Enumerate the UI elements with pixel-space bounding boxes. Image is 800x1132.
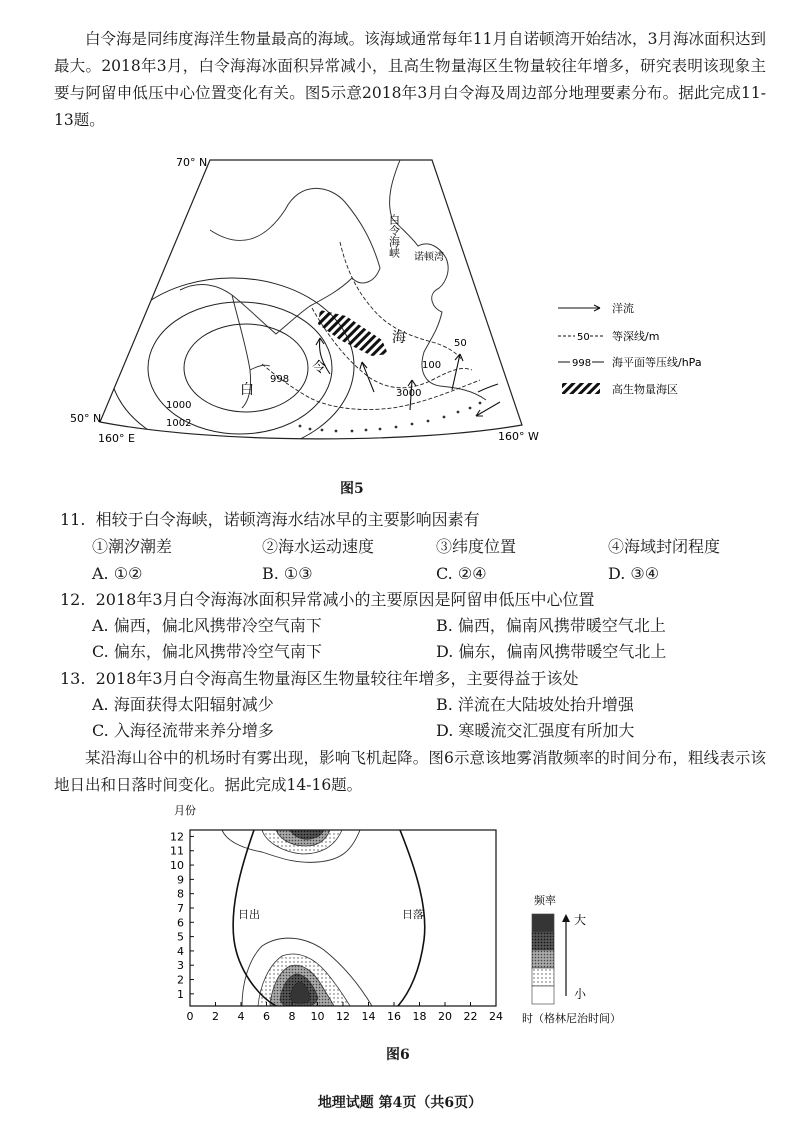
x-tick-label: 4	[237, 1010, 245, 1023]
strait-label: 白令海峡	[387, 214, 401, 258]
y-tick-label: 12	[170, 830, 184, 844]
x-tick-label: 24	[489, 1010, 503, 1023]
legend-high-label: 大	[574, 913, 587, 927]
norton-bay-label: 诺顿湾	[414, 252, 444, 263]
figure-5-caption: 图5	[340, 481, 364, 497]
sea-label-bai: 白	[240, 382, 254, 398]
isobath-3000-label: 3000	[396, 388, 422, 399]
x-tick-label: 0	[186, 1010, 194, 1023]
q12-option-a[interactable]: A. 偏西，偏北风携带冷空气南下	[92, 616, 322, 635]
y-tick-label: 8	[177, 887, 184, 901]
isobar-998-label: 998	[270, 374, 290, 385]
lat-50n-label: 50° N	[70, 412, 102, 425]
y-tick-label: 11	[170, 844, 184, 858]
q11-option-d[interactable]: D. ③④	[608, 564, 660, 583]
legend-swatch-dark	[532, 932, 554, 950]
x-axis-title: 时（格林尼治时间）	[522, 1012, 621, 1025]
y-tick-label: 2	[177, 973, 184, 987]
figure-5-map	[0, 140, 800, 470]
x-tick-label: 16	[387, 1010, 401, 1023]
lat-70n-label: 70° N	[176, 156, 208, 169]
q11-option-b[interactable]: B. ①③	[262, 564, 313, 583]
isobath-50-label: 50	[454, 338, 467, 349]
q13-option-a[interactable]: A. 海面获得太阳辐射减少	[92, 695, 274, 714]
q11-option-c[interactable]: C. ②④	[436, 564, 487, 583]
isobar-1000-label: 1000	[166, 400, 192, 411]
question-13-stem: 13. 2018年3月白令海高生物量海区生物量较往年增多，主要得益于该处	[60, 669, 579, 688]
legend-swatch-dots	[532, 968, 554, 986]
q11-option-a[interactable]: A. ①②	[92, 564, 143, 583]
y-tick-label: 6	[177, 916, 184, 930]
legend-current-label: 洋流	[612, 302, 634, 315]
x-tick-label: 2	[212, 1010, 219, 1023]
sunrise-label: 日出	[238, 908, 260, 921]
y-tick-label: 7	[177, 901, 184, 915]
figure-6-caption: 图6	[386, 1047, 410, 1063]
legend-isobath-sample: 50	[577, 332, 590, 343]
q13-option-d[interactable]: D. 寒暖流交汇强度有所加大	[436, 721, 635, 740]
legend-high-biomass-label: 高生物量海区	[612, 383, 678, 396]
legend-low-label: 小	[574, 987, 587, 1001]
x-tick-label: 12	[336, 1010, 350, 1023]
isobath-100-label: 100	[422, 360, 442, 371]
legend-isobath-label: 等深线/m	[612, 330, 660, 343]
x-tick-label: 10	[310, 1010, 325, 1023]
q12-option-c[interactable]: C. 偏东，偏北风携带冷空气南下	[92, 642, 322, 661]
x-tick-label: 22	[463, 1010, 478, 1023]
x-tick-label: 6	[263, 1010, 270, 1023]
sea-label-hai: 海	[392, 330, 406, 346]
q12-option-d[interactable]: D. 偏东，偏南风携带暖空气北上	[436, 642, 667, 661]
intro-paragraph-1: 白令海是同纬度海洋生物量最高的海域。该海域通常每年11月自诺顿湾开始结冰，3月海冰面积达到最大。2018年3月，白令海海冰面积异常减小，且高生物量海区生物量较往年增多，研究表明该现象主要与阿留申低压中心位置变化有关。图5示意2018年3月白令海及周边部分地理要素分布。据此完成11-13题。	[54, 30, 766, 129]
isobar-1002-label: 1002	[166, 418, 192, 429]
question-12-stem: 12. 2018年3月白令海海冰面积异常减小的主要原因是阿留申低压中心位置	[60, 590, 595, 609]
x-tick-label: 20	[438, 1010, 452, 1023]
q13-option-c[interactable]: C. 入海径流带来养分增多	[92, 721, 274, 740]
x-tick-label: 8	[288, 1010, 296, 1023]
figure-5-legend	[558, 301, 702, 396]
legend-isobar-label: 海平面等压线/hPa	[612, 356, 702, 369]
figure-6-legend	[532, 893, 587, 1004]
sea-label-ling: 令	[312, 360, 326, 376]
x-tick-label: 14	[361, 1010, 376, 1023]
y-tick-label: 3	[177, 959, 184, 973]
y-tick-label: 1	[177, 987, 184, 1001]
q11-item-3: ③纬度位置	[436, 537, 517, 556]
lon-160w-label: 160° W	[498, 430, 539, 443]
q11-item-4: ④海域封闭程度	[608, 537, 721, 556]
legend-isobar-sample: 998	[572, 358, 592, 369]
q12-option-b[interactable]: B. 偏西，偏南风携带暖空气北上	[436, 616, 666, 635]
legend-frequency-title: 频率	[534, 894, 556, 907]
y-tick-label: 9	[177, 873, 184, 887]
lon-160e-label: 160° E	[98, 432, 135, 445]
y-tick-label: 10	[170, 859, 184, 873]
q13-option-b[interactable]: B. 洋流在大陆坡处抬升增强	[436, 695, 634, 714]
q11-item-1: ①潮汐潮差	[92, 537, 173, 556]
intro-paragraph-2: 某沿海山谷中的机场时有雾出现，影响飞机起降。图6示意该地雾消散频率的时间分布，粗线表示该地日出和日落时间变化。据此完成14-16题。	[54, 749, 766, 794]
legend-swatch-darkest	[532, 914, 554, 932]
y-tick-label: 4	[177, 944, 184, 958]
question-11-stem: 11. 相较于白令海峡，诺顿湾海水结冰早的主要影响因素有	[60, 510, 480, 529]
sunset-label: 日落	[402, 908, 424, 921]
legend-swatch-mid	[532, 950, 554, 968]
y-tick-label: 5	[177, 930, 184, 944]
x-tick-label: 18	[412, 1010, 427, 1023]
q11-item-2: ②海水运动速度	[262, 537, 375, 556]
y-axis-title: 月份	[174, 804, 196, 817]
legend-swatch-white	[532, 986, 554, 1004]
figure-6-chart	[0, 800, 800, 1050]
page-footer: 地理试题 第4页（共6页）	[317, 1095, 483, 1111]
